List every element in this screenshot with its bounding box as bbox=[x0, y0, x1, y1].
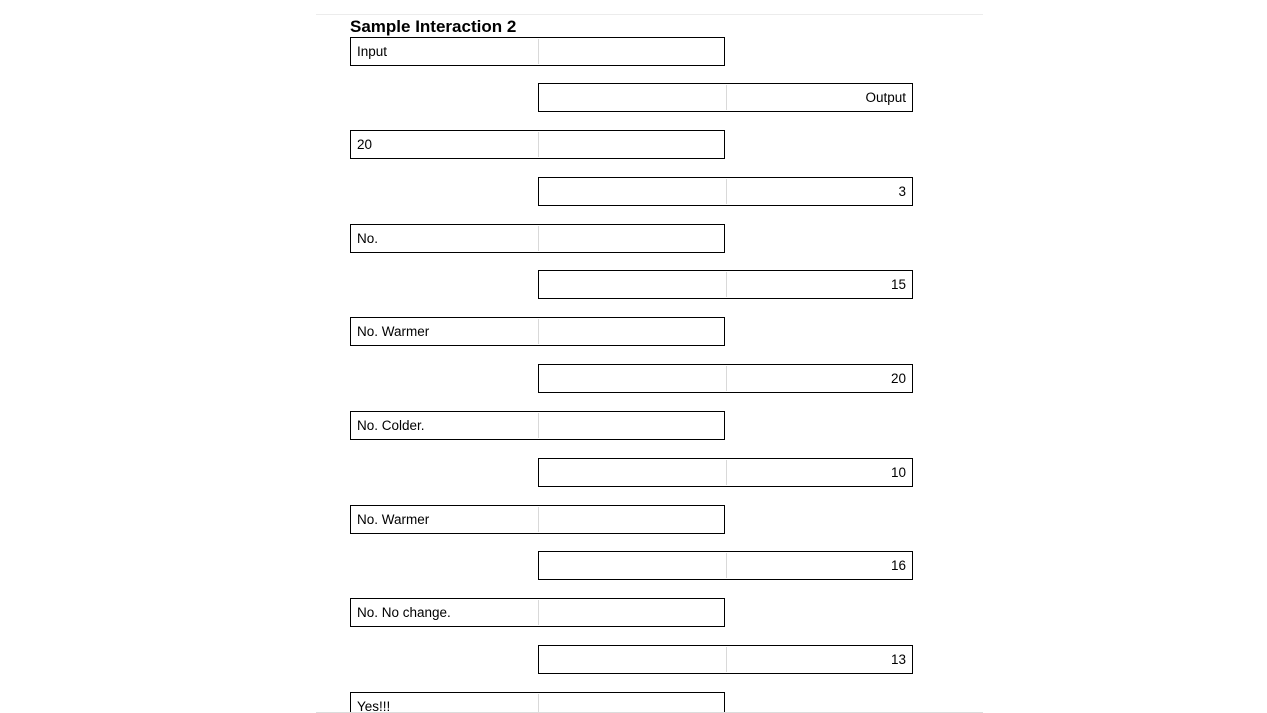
column-divider bbox=[726, 366, 727, 391]
input-cell bbox=[350, 317, 725, 346]
column-divider bbox=[538, 226, 539, 251]
cell-text: 20 bbox=[890, 371, 906, 386]
column-divider bbox=[726, 85, 727, 110]
column-divider bbox=[538, 39, 539, 64]
input-cell bbox=[350, 37, 725, 66]
output-cell bbox=[538, 551, 913, 580]
cell-text: Output bbox=[865, 90, 906, 105]
column-divider bbox=[726, 179, 727, 204]
column-divider bbox=[538, 319, 539, 344]
input-cell bbox=[350, 130, 725, 159]
cell-text: No. Warmer bbox=[357, 324, 430, 339]
input-cell bbox=[350, 224, 725, 253]
cell-text: No. Colder. bbox=[357, 418, 425, 433]
cell-text: Input bbox=[357, 44, 388, 59]
cell-text: Yes!!! bbox=[357, 699, 391, 713]
page-title: Sample Interaction 2 bbox=[350, 17, 517, 36]
output-cell bbox=[538, 458, 913, 487]
column-divider bbox=[538, 507, 539, 532]
document-page bbox=[316, 14, 983, 713]
cell-text: 16 bbox=[890, 558, 906, 573]
input-cell bbox=[350, 505, 725, 534]
output-cell bbox=[538, 83, 913, 112]
cell-text: No. No change. bbox=[357, 605, 451, 620]
cell-text: No. Warmer bbox=[357, 512, 430, 527]
column-divider bbox=[538, 413, 539, 438]
cell-text: 10 bbox=[890, 465, 906, 480]
cell-text: 15 bbox=[890, 277, 906, 292]
cell-text: No. bbox=[357, 231, 379, 246]
column-divider bbox=[538, 132, 539, 157]
column-divider bbox=[726, 460, 727, 485]
output-cell bbox=[538, 645, 913, 674]
output-cell bbox=[538, 177, 913, 206]
column-divider bbox=[538, 694, 539, 713]
column-divider bbox=[726, 553, 727, 578]
cell-text: 20 bbox=[357, 137, 373, 152]
input-cell bbox=[350, 598, 725, 627]
cell-text: 3 bbox=[898, 184, 906, 199]
output-cell bbox=[538, 270, 913, 299]
cell-text: 13 bbox=[890, 652, 906, 667]
output-cell bbox=[538, 364, 913, 393]
column-divider bbox=[538, 600, 539, 625]
input-cell bbox=[350, 692, 725, 713]
column-divider bbox=[726, 647, 727, 672]
column-divider bbox=[726, 272, 727, 297]
input-cell bbox=[350, 411, 725, 440]
